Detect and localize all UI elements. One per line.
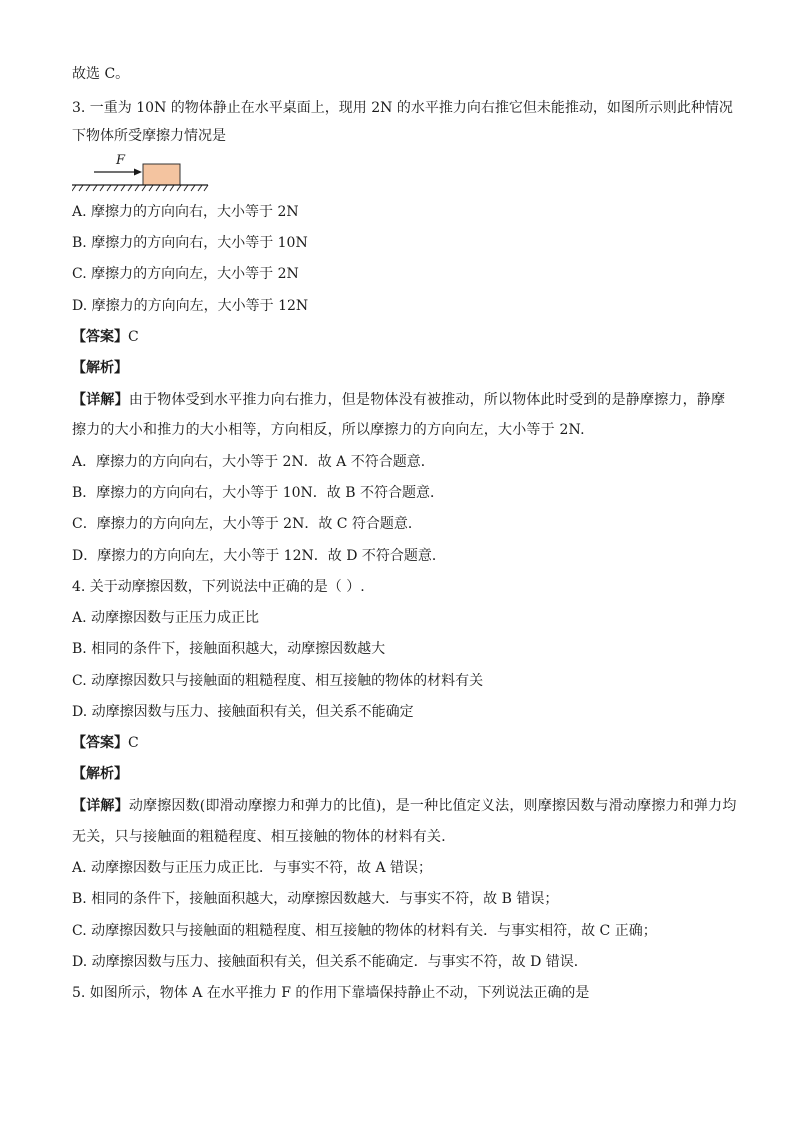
question-3-detail-line-2: 擦力的大小和推力的大小相等，方向相反，所以摩擦力的方向向左，大小等于 2N. bbox=[72, 422, 585, 438]
detail-text: 动摩擦因数(即滑动摩擦力和弹力的比值)，是一种比值定义法，则摩擦因数与滑动摩擦力和弹力均 bbox=[128, 798, 737, 814]
question-3-explain-d: D．摩擦力的方向向左，大小等于 12N．故 D 不符合题意． bbox=[72, 548, 446, 564]
analysis-tag: 【解析】 bbox=[72, 766, 128, 782]
detail-tag: 【详解】 bbox=[72, 392, 129, 408]
question-4-detail-line-1 bbox=[72, 796, 737, 816]
question-4-detail-line-2: 无关，只与接触面的粗糙程度、相互接触的物体的材料有关． bbox=[72, 829, 456, 845]
force-arrow-head bbox=[134, 169, 142, 176]
question-4-explain-a: A. 动摩擦因数与正压力成正比．与事实不符，故 A 错误； bbox=[72, 860, 433, 876]
question-3-option-c: C. 摩擦力的方向向左，大小等于 2N bbox=[72, 266, 299, 282]
ground-hatching bbox=[72, 185, 208, 191]
question-3-explain-a: A．摩擦力的方向向右，大小等于 2N．故 A 不符合题意． bbox=[72, 454, 435, 470]
question-4-option-a: A. 动摩擦因数与正压力成正比 bbox=[72, 610, 260, 626]
question-4-option-b: B. 相同的条件下，接触面积越大，动摩擦因数越大 bbox=[72, 641, 386, 657]
detail-text: 由于物体受到水平推力向右推力，但是物体没有被推动，所以物体此时受到的是静摩擦力，静摩 bbox=[128, 392, 726, 408]
question-3-option-a: A. 摩擦力的方向向右，大小等于 2N bbox=[72, 204, 299, 220]
block-push-diagram bbox=[72, 152, 222, 194]
answer-value: C bbox=[128, 329, 139, 345]
question-3-option-d: D. 摩擦力的方向向左，大小等于 12N bbox=[72, 298, 309, 314]
conclusion-line: 故选 C。 bbox=[72, 66, 130, 82]
question-5-stem: 5. 如图所示，物体 A 在水平推力 F 的作用下靠墙保持静止不动，下列说法正确的是 bbox=[72, 985, 590, 1001]
question-4-explain-d: D. 动摩擦因数与压力、接触面积有关，但关系不能确定．与事实不符，故 D 错误． bbox=[72, 954, 588, 970]
question-4-option-c: C. 动摩擦因数只与接触面的粗糙程度、相互接触的物体的材料有关 bbox=[72, 673, 484, 689]
question-3-stem-line-1: 3. 一重为 10N 的物体静止在水平桌面上，现用 2N 的水平推力向右推它但未能推动，如图所示则此种情况 bbox=[72, 100, 733, 116]
question-3-explain-b: B．摩擦力的方向向右，大小等于 10N．故 B 不符合题意． bbox=[72, 485, 444, 501]
question-4-analysis-tag bbox=[72, 764, 128, 784]
question-4-answer bbox=[72, 733, 139, 753]
question-3-explain-c: C．摩擦力的方向向左，大小等于 2N．故 C 符合题意． bbox=[72, 516, 422, 532]
question-3-stem-line-2: 下物体所受摩擦力情况是 bbox=[72, 128, 226, 144]
question-4-option-d: D. 动摩擦因数与压力、接触面积有关，但关系不能确定 bbox=[72, 704, 414, 720]
analysis-tag: 【解析】 bbox=[72, 360, 128, 376]
question-3-option-b: B. 摩擦力的方向向右，大小等于 10N bbox=[72, 235, 308, 251]
question-4-explain-b: B. 相同的条件下，接触面积越大，动摩擦因数越大．与事实不符，故 B 错误； bbox=[72, 891, 559, 907]
detail-tag: 【详解】 bbox=[72, 798, 129, 814]
question-4-explain-c: C. 动摩擦因数只与接触面的粗糙程度、相互接触的物体的材料有关．与事实相符，故 C 正确； bbox=[72, 923, 657, 939]
answer-value: C bbox=[128, 735, 139, 751]
question-3-answer bbox=[72, 327, 139, 347]
force-label: F bbox=[116, 153, 126, 168]
answer-tag: 【答案】 bbox=[72, 329, 128, 345]
question-3-detail-line-1 bbox=[72, 390, 725, 410]
question-3-analysis-tag bbox=[72, 358, 128, 378]
block bbox=[143, 164, 180, 185]
answer-tag: 【答案】 bbox=[72, 735, 128, 751]
question-4-stem: 4. 关于动摩擦因数，下列说法中正确的是（ ）. bbox=[72, 579, 365, 595]
